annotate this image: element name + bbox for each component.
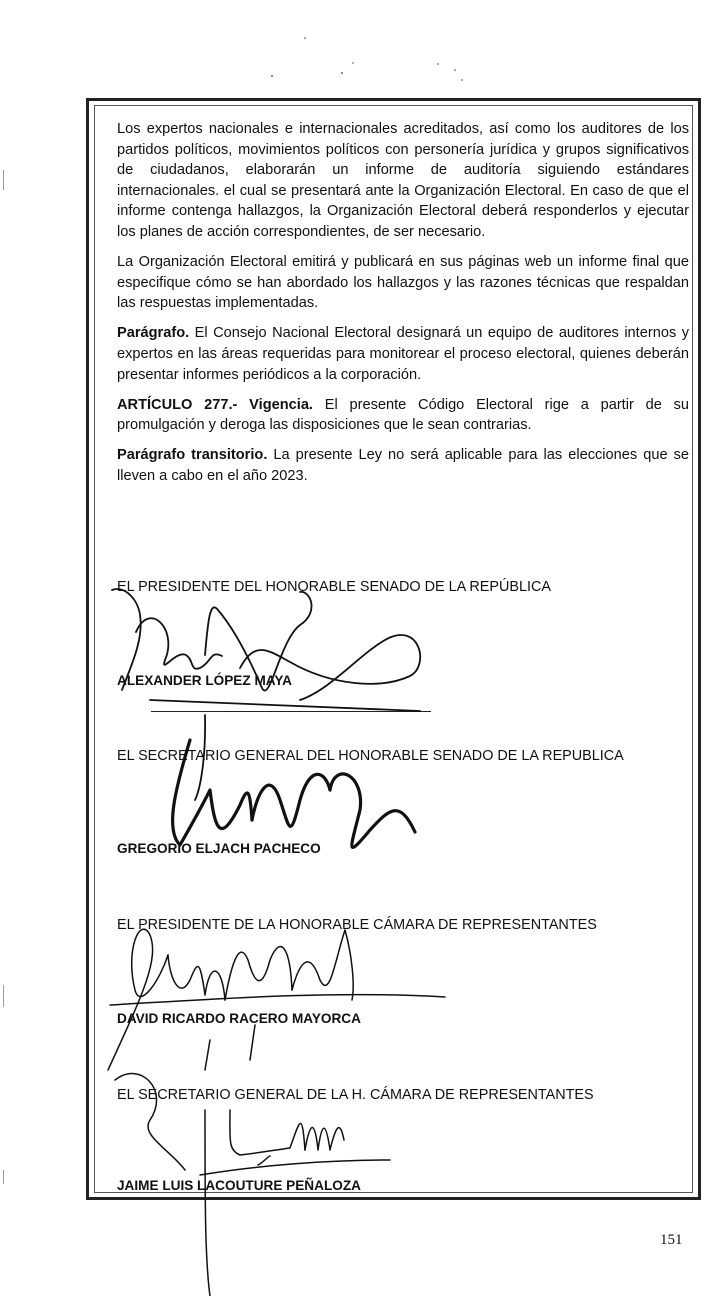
signatory-title-house-secretary: EL SECRETARIO GENERAL DE LA H. CÁMARA DE REPRESENTANTES [117,1087,594,1103]
paragraph-paragrafo: Parágrafo. El Consejo Nacional Electoral designará un equipo de auditores internos y expertos en las áreas requeridas para monitorear el proceso electoral, quienes deberán presentar informes periódicos a la corporación. [117,325,689,383]
paragraph-final-report: La Organización Electoral emitirá y publicará en sus páginas web un informe final que especifique cómo se han abordado los hallazgos y las razones técnicas que respaldan las respuestas implementadas. [117,254,689,312]
signatory-name-senate-president: ALEXANDER LÓPEZ MAYA [117,673,292,688]
scan-edge-mark [3,1170,4,1184]
scan-edge-mark [3,985,4,1007]
signatory-name-house-president: DAVID RICARDO RACERO MAYORCA [117,1011,361,1026]
paragrafo-heading: Parágrafo. [117,325,190,342]
paragraph-paragrafo-transitorio: Parágrafo transitorio. La presente Ley no será aplicable para las elecciones que se lleven a cabo en el año 2023. [117,447,689,484]
signatory-name-senate-secretary: GREGORIO ELJACH PACHECO [117,841,321,856]
paragrafo-transitorio-heading: Parágrafo transitorio. [117,447,268,464]
scan-edge-mark [3,170,4,190]
signatory-title-house-president: EL PRESIDENTE DE LA HONORABLE CÁMARA DE REPRESENTANTES [117,917,597,933]
articulo-heading: ARTÍCULO 277.- Vigencia. [117,396,313,413]
paragraph-articulo-277: ARTÍCULO 277.- Vigencia. El presente Código Electoral rige a partir de su promulgación y deroga las disposiciones que le sean contrarias. [117,396,689,434]
document-frame [86,98,701,1200]
signature-rule [151,711,431,712]
signatory-title-senate-secretary: EL SECRETARIO GENERAL DEL HONORABLE SENADO DE LA REPUBLICA [117,748,624,764]
signatory-name-house-secretary: JAIME LUIS LACOUTURE PEÑALOZA [117,1178,361,1193]
signatory-title-senate-president: EL PRESIDENTE DEL HONORABLE SENADO DE LA REPÚBLICA [117,579,551,595]
article-body [117,119,689,496]
paragraph-auditors: Los expertos nacionales e internacionales acreditados, así como los auditores de los partidos políticos, movimientos políticos con personería jurídica y grupos significativos de ciudadanos, elaborarán un informe de auditoría siguiendo estándares internacionales. el cual se presentará ante la Organización Electoral. En caso de que el informe contenga hallazgos, la Organización Electoral deberá responderlos y ejecutar los planes de acción correspondientes, de ser necesario. [117,121,689,240]
page-number: 151 [660,1232,683,1248]
